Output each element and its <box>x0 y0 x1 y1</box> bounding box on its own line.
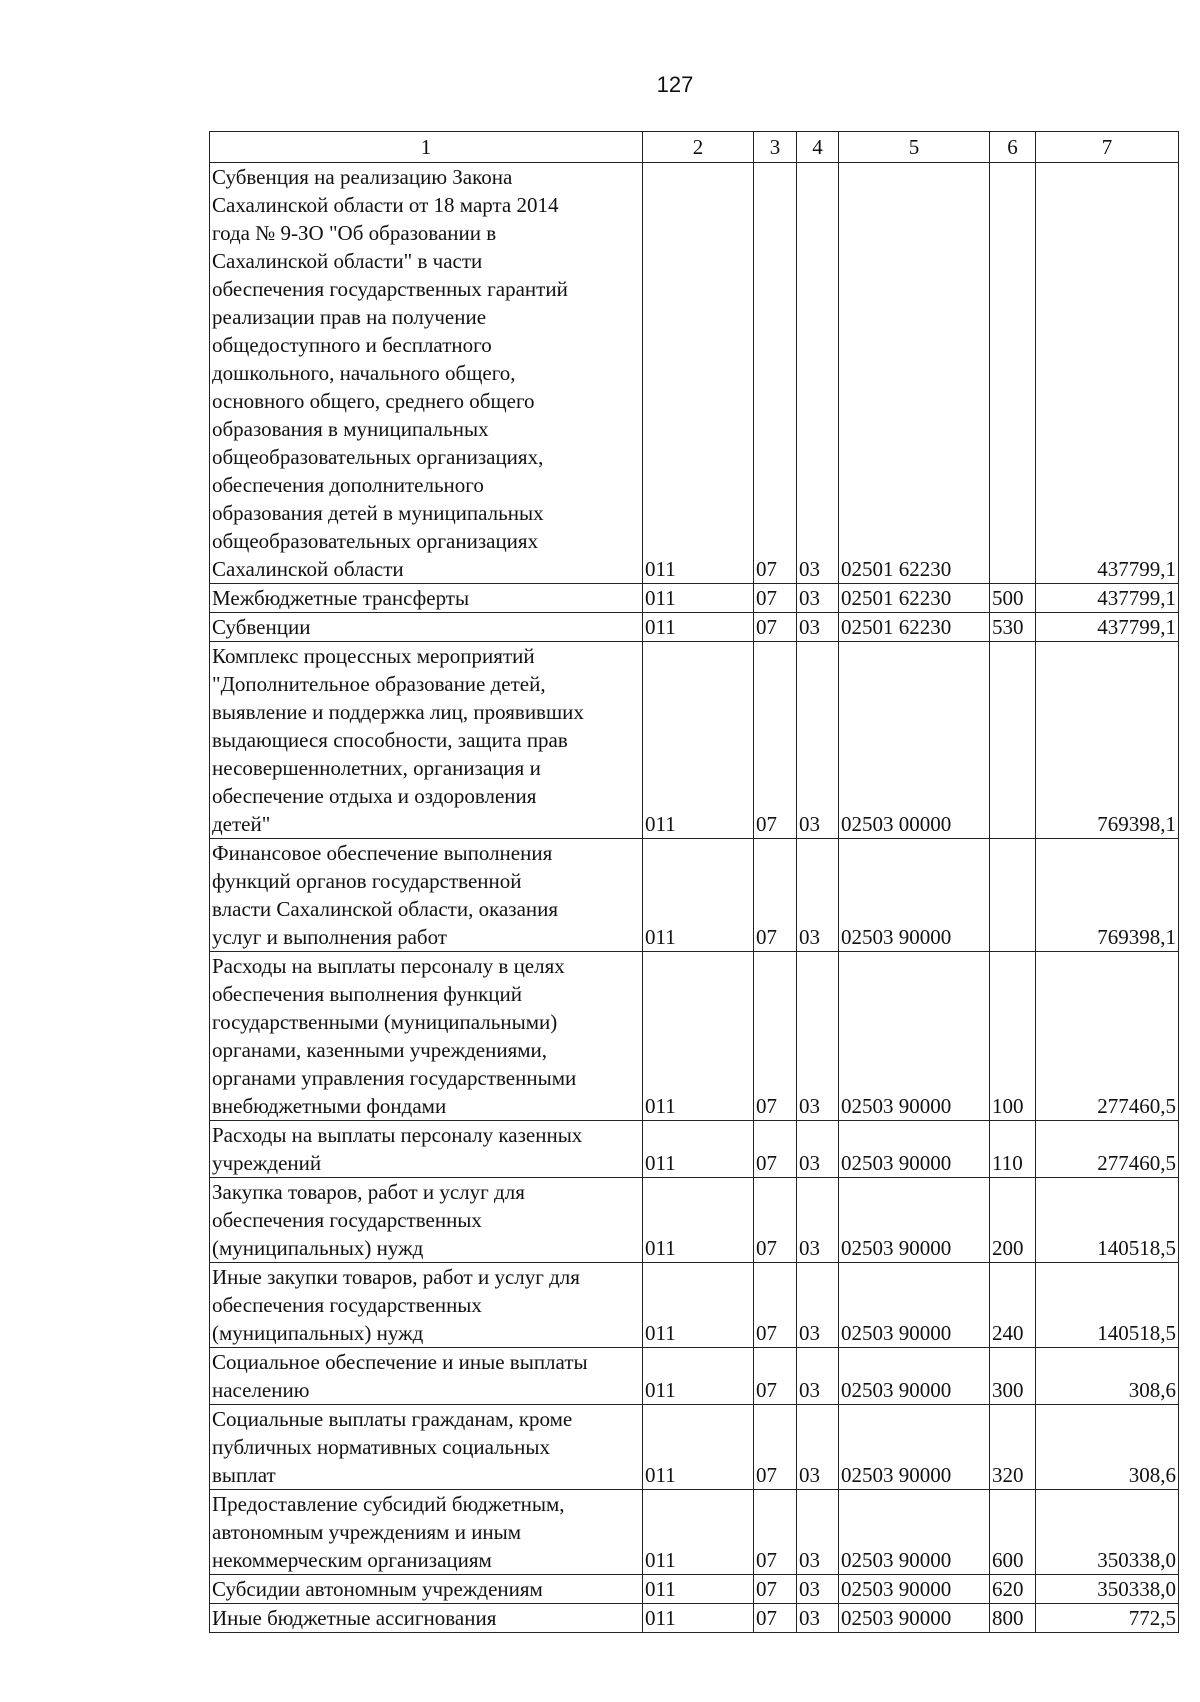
row-description <box>210 613 643 642</box>
description-line: населению <box>212 1378 310 1402</box>
subsection-code-cell: 03 <box>797 1348 839 1405</box>
description-line: обеспечение отдыха и оздоровления <box>212 784 537 808</box>
subsection-code-cell: 03 <box>797 642 839 839</box>
description-line: дошкольного, начального общего, <box>212 361 516 385</box>
description-line: государственными (муниципальными) <box>212 1010 558 1034</box>
description-line: учреждений <box>212 1151 322 1175</box>
expense-type-cell: 200 <box>990 1178 1036 1263</box>
target-item-cell: 02501 62230 <box>839 584 990 613</box>
description-line: (муниципальных) нужд <box>212 1321 424 1345</box>
description-line: основного общего, среднего общего <box>212 389 535 413</box>
section-code-cell: 07 <box>754 584 797 613</box>
description-line: реализации прав на получение <box>212 305 487 329</box>
description-line: выплат <box>212 1463 276 1487</box>
admin-code-cell: 011 <box>643 163 754 584</box>
admin-code-cell: 011 <box>643 1490 754 1575</box>
subsection-code-cell: 03 <box>797 1604 839 1633</box>
row-description <box>210 1121 643 1178</box>
amount-cell: 437799,1 <box>1036 613 1179 642</box>
row-description <box>210 163 643 584</box>
subsection-code-cell: 03 <box>797 839 839 952</box>
description-line: власти Сахалинской области, оказания <box>212 897 559 921</box>
table-row <box>210 584 1179 613</box>
amount-cell: 437799,1 <box>1036 584 1179 613</box>
description-line: Субвенция на реализацию Закона <box>212 165 513 189</box>
section-code-cell: 07 <box>754 642 797 839</box>
subsection-code-cell: 03 <box>797 1405 839 1490</box>
column-header: 5 <box>839 132 990 163</box>
row-description <box>210 1575 643 1604</box>
expense-type-cell: 500 <box>990 584 1036 613</box>
admin-code-cell: 011 <box>643 1348 754 1405</box>
page-number: 127 <box>656 72 694 97</box>
subsection-code-cell: 03 <box>797 163 839 584</box>
description-line: (муниципальных) нужд <box>212 1236 424 1260</box>
description-line: обеспечения государственных <box>212 1293 482 1317</box>
description-line: выдающиеся способности, защита прав <box>212 728 568 752</box>
description-line: обеспечения государственных <box>212 1208 482 1232</box>
section-code-cell: 07 <box>754 1604 797 1633</box>
description-line: публичных нормативных социальных <box>212 1435 550 1459</box>
column-header: 3 <box>754 132 797 163</box>
admin-code-cell: 011 <box>643 1575 754 1604</box>
description-line: Субвенции <box>212 615 311 639</box>
expense-type-cell <box>990 839 1036 952</box>
section-code-cell: 07 <box>754 1263 797 1348</box>
column-header: 2 <box>643 132 754 163</box>
target-item-cell: 02503 90000 <box>839 1405 990 1490</box>
expense-type-cell: 320 <box>990 1405 1036 1490</box>
description-line: услуг и выполнения работ <box>212 925 447 949</box>
description-line: несовершеннолетних, организация и <box>212 756 541 780</box>
description-line: Сахалинской области от 18 марта 2014 <box>212 193 559 217</box>
admin-code-cell: 011 <box>643 613 754 642</box>
description-line: общедоступного и бесплатного <box>212 333 492 357</box>
section-code-cell: 07 <box>754 1490 797 1575</box>
table-row <box>210 839 1179 952</box>
table-row <box>210 1575 1179 1604</box>
expense-type-cell: 240 <box>990 1263 1036 1348</box>
expense-type-cell <box>990 163 1036 584</box>
section-code-cell: 07 <box>754 1348 797 1405</box>
target-item-cell: 02503 00000 <box>839 642 990 839</box>
description-line: Субсидии автономным учреждениям <box>212 1577 543 1601</box>
table-row <box>210 163 1179 584</box>
amount-cell: 140518,5 <box>1036 1263 1179 1348</box>
table-row <box>210 1405 1179 1490</box>
subsection-code-cell: 03 <box>797 1490 839 1575</box>
section-code-cell: 07 <box>754 1121 797 1178</box>
description-line: Сахалинской области <box>212 557 404 581</box>
description-line: обеспечения выполнения функций <box>212 982 523 1006</box>
target-item-cell: 02501 62230 <box>839 613 990 642</box>
amount-cell: 350338,0 <box>1036 1490 1179 1575</box>
amount-cell: 308,6 <box>1036 1405 1179 1490</box>
column-header: 6 <box>990 132 1036 163</box>
description-line: выявление и поддержка лиц, проявивших <box>212 700 584 724</box>
description-line: Социальное обеспечение и иные выплаты <box>212 1350 588 1374</box>
section-code-cell: 07 <box>754 163 797 584</box>
description-line: Финансовое обеспечение выполнения <box>212 841 553 865</box>
table-row <box>210 952 1179 1121</box>
target-item-cell: 02503 90000 <box>839 952 990 1121</box>
description-line: Иные бюджетные ассигнования <box>212 1606 497 1630</box>
amount-cell: 350338,0 <box>1036 1575 1179 1604</box>
row-description <box>210 642 643 839</box>
table-row <box>210 1348 1179 1405</box>
description-line: Социальные выплаты гражданам, кроме <box>212 1407 573 1431</box>
description-line: "Дополнительное образование детей, <box>212 672 546 696</box>
section-code-cell: 07 <box>754 839 797 952</box>
target-item-cell: 02501 62230 <box>839 163 990 584</box>
admin-code-cell: 011 <box>643 584 754 613</box>
expense-type-cell: 800 <box>990 1604 1036 1633</box>
admin-code-cell: 011 <box>643 642 754 839</box>
description-line: года № 9-ЗО "Об образовании в <box>212 221 497 245</box>
target-item-cell: 02503 90000 <box>839 1604 990 1633</box>
table-row <box>210 1604 1179 1633</box>
description-line: обеспечения дополнительного <box>212 473 484 497</box>
amount-cell: 437799,1 <box>1036 163 1179 584</box>
table-row <box>210 642 1179 839</box>
row-description <box>210 1178 643 1263</box>
row-description <box>210 1348 643 1405</box>
table-row <box>210 1121 1179 1178</box>
amount-cell: 308,6 <box>1036 1348 1179 1405</box>
section-code-cell: 07 <box>754 613 797 642</box>
description-line: Закупка товаров, работ и услуг для <box>212 1180 525 1204</box>
target-item-cell: 02503 90000 <box>839 1121 990 1178</box>
description-line: органами управления государственными <box>212 1066 577 1090</box>
budget-table <box>209 131 1179 1633</box>
section-code-cell: 07 <box>754 1405 797 1490</box>
row-description <box>210 1263 643 1348</box>
amount-cell: 769398,1 <box>1036 839 1179 952</box>
target-item-cell: 02503 90000 <box>839 839 990 952</box>
target-item-cell: 02503 90000 <box>839 1575 990 1604</box>
description-line: Расходы на выплаты персоналу казенных <box>212 1123 583 1147</box>
admin-code-cell: 011 <box>643 1604 754 1633</box>
amount-cell: 769398,1 <box>1036 642 1179 839</box>
column-header: 4 <box>797 132 839 163</box>
header-row <box>210 132 1179 163</box>
description-line: некоммерческим организациям <box>212 1548 492 1572</box>
description-line: общеобразовательных организациях, <box>212 445 544 469</box>
description-line: образования в муниципальных <box>212 417 489 441</box>
row-description <box>210 1490 643 1575</box>
subsection-code-cell: 03 <box>797 1121 839 1178</box>
expense-type-cell: 100 <box>990 952 1036 1121</box>
description-line: образования детей в муниципальных <box>212 501 544 525</box>
admin-code-cell: 011 <box>643 839 754 952</box>
description-line: функций органов государственной <box>212 869 522 893</box>
table-row <box>210 1263 1179 1348</box>
subsection-code-cell: 03 <box>797 613 839 642</box>
description-line: органами, казенными учреждениями, <box>212 1038 548 1062</box>
expense-type-cell: 110 <box>990 1121 1036 1178</box>
row-description <box>210 1405 643 1490</box>
description-line: детей" <box>212 812 271 836</box>
description-line: общеобразовательных организациях <box>212 529 539 553</box>
amount-cell: 277460,5 <box>1036 1121 1179 1178</box>
description-line: Иные закупки товаров, работ и услуг для <box>212 1265 580 1289</box>
table-row <box>210 1178 1179 1263</box>
admin-code-cell: 011 <box>643 1405 754 1490</box>
description-line: Комплекс процессных мероприятий <box>212 644 535 668</box>
column-header: 1 <box>210 132 643 163</box>
admin-code-cell: 011 <box>643 1263 754 1348</box>
table-row <box>210 1490 1179 1575</box>
target-item-cell: 02503 90000 <box>839 1348 990 1405</box>
admin-code-cell: 011 <box>643 1121 754 1178</box>
expense-type-cell: 530 <box>990 613 1036 642</box>
subsection-code-cell: 03 <box>797 1575 839 1604</box>
description-line: Сахалинской области" в части <box>212 249 483 273</box>
table-body <box>210 163 1179 1633</box>
description-line: Межбюджетные трансферты <box>212 586 470 610</box>
description-line: Предоставление субсидий бюджетным, <box>212 1492 565 1516</box>
row-description <box>210 584 643 613</box>
expense-type-cell: 620 <box>990 1575 1036 1604</box>
subsection-code-cell: 03 <box>797 1178 839 1263</box>
section-code-cell: 07 <box>754 952 797 1121</box>
admin-code-cell: 011 <box>643 1178 754 1263</box>
subsection-code-cell: 03 <box>797 952 839 1121</box>
amount-cell: 277460,5 <box>1036 952 1179 1121</box>
description-line: Расходы на выплаты персоналу в целях <box>212 954 565 978</box>
target-item-cell: 02503 90000 <box>839 1178 990 1263</box>
row-description <box>210 952 643 1121</box>
subsection-code-cell: 03 <box>797 1263 839 1348</box>
expense-type-cell <box>990 642 1036 839</box>
row-description <box>210 1604 643 1633</box>
target-item-cell: 02503 90000 <box>839 1263 990 1348</box>
row-description <box>210 839 643 952</box>
description-line: внебюджетными фондами <box>212 1094 447 1118</box>
column-header: 7 <box>1036 132 1179 163</box>
subsection-code-cell: 03 <box>797 584 839 613</box>
description-line: обеспечения государственных гарантий <box>212 277 568 301</box>
target-item-cell: 02503 90000 <box>839 1490 990 1575</box>
expense-type-cell: 600 <box>990 1490 1036 1575</box>
section-code-cell: 07 <box>754 1178 797 1263</box>
amount-cell: 140518,5 <box>1036 1178 1179 1263</box>
admin-code-cell: 011 <box>643 952 754 1121</box>
expense-type-cell: 300 <box>990 1348 1036 1405</box>
amount-cell: 772,5 <box>1036 1604 1179 1633</box>
section-code-cell: 07 <box>754 1575 797 1604</box>
table-row <box>210 613 1179 642</box>
description-line: автономным учреждениям и иным <box>212 1520 522 1544</box>
